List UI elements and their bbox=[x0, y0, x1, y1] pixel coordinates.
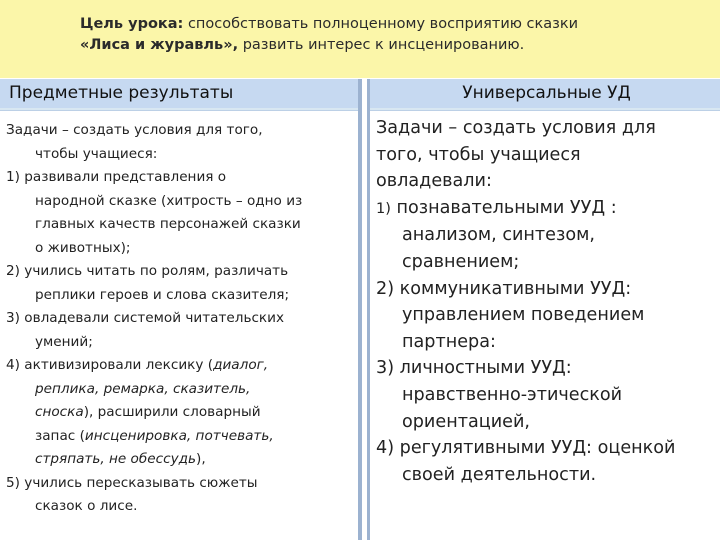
list-item-4: 4) регулятивными УУД: оценкой bbox=[376, 438, 676, 459]
list-item-3: 3) личностными УУД: bbox=[376, 358, 572, 379]
list-item-3: 3) овладевали системой читательских bbox=[6, 310, 285, 326]
text-span: ), bbox=[196, 451, 206, 467]
text-line: сказок о лисе. bbox=[35, 498, 138, 514]
text-line: нравственно-этической bbox=[402, 384, 623, 405]
italic-term: диалог, bbox=[213, 357, 269, 373]
tasks-word: Задачи bbox=[6, 122, 58, 138]
list-item-1: 1) развивали представления о bbox=[6, 169, 227, 185]
text-line: народной сказке (хитрость – одно из bbox=[35, 192, 303, 209]
tasks-rest: – создать условия для того, bbox=[57, 122, 263, 138]
universal-actions-body bbox=[370, 110, 720, 540]
list-item-2: 2) коммуникативными УУД: bbox=[376, 278, 632, 299]
text-span: познавательными УУД : bbox=[390, 197, 617, 218]
text-span: запас ( bbox=[35, 427, 85, 444]
goal-label: Цель урока: bbox=[80, 16, 184, 32]
italic-term: стряпать, не обессудь bbox=[35, 451, 197, 467]
text-line: главных качеств персонажей сказки bbox=[35, 216, 301, 232]
subject-results-heading: Предметные результаты bbox=[0, 79, 358, 108]
goal-text-2: развить интерес к инсценированию. bbox=[238, 37, 525, 53]
lesson-goal-banner bbox=[0, 0, 720, 78]
text-line: своей деятельности. bbox=[402, 464, 597, 485]
text-line: того, чтобы учащиеся bbox=[376, 144, 581, 165]
goal-text-1: способствовать полноценному восприятию сказки bbox=[183, 16, 579, 32]
italic-term: сноска bbox=[35, 404, 84, 420]
text-span: ), расширили словарный bbox=[83, 404, 261, 420]
subject-results-text bbox=[6, 119, 352, 519]
tale-title: «Лиса и журавль», bbox=[80, 37, 239, 53]
universal-actions-text bbox=[376, 115, 720, 488]
subject-results-body bbox=[0, 110, 358, 540]
item-number: 1) bbox=[376, 200, 391, 217]
italic-term: инсценировка, потчевать, bbox=[84, 427, 274, 444]
list-item-4 bbox=[6, 354, 352, 378]
text-line: управлением поведением bbox=[402, 305, 645, 326]
text-line: умений; bbox=[35, 333, 93, 350]
universal-actions-column bbox=[367, 79, 720, 540]
text-span: 4) активизировали лексику ( bbox=[6, 357, 214, 373]
text-line: партнера: bbox=[402, 331, 496, 352]
list-item-2: 2) учились читать по ролям, различать bbox=[6, 263, 289, 279]
italic-term: реплика, ремарка, сказитель, bbox=[35, 380, 251, 397]
text-line: Задачи – создать условия для bbox=[376, 118, 656, 138]
lesson-goal-text bbox=[80, 14, 700, 56]
text-line: чтобы учащиеся: bbox=[35, 145, 158, 162]
subject-results-column bbox=[0, 79, 362, 540]
list-item-1 bbox=[376, 195, 720, 223]
text-line: реплики героев и слова сказителя; bbox=[35, 286, 290, 303]
list-item-5: 5) учились пересказывать сюжеты bbox=[6, 474, 258, 491]
text-line: о животных); bbox=[35, 239, 131, 256]
universal-actions-heading: Универсальные УД bbox=[370, 79, 720, 108]
text-line: овладевали: bbox=[376, 171, 492, 192]
text-line: сравнением; bbox=[402, 251, 520, 272]
text-line: анализом, синтезом, bbox=[402, 225, 595, 246]
text-line: ориентацией, bbox=[402, 411, 530, 432]
